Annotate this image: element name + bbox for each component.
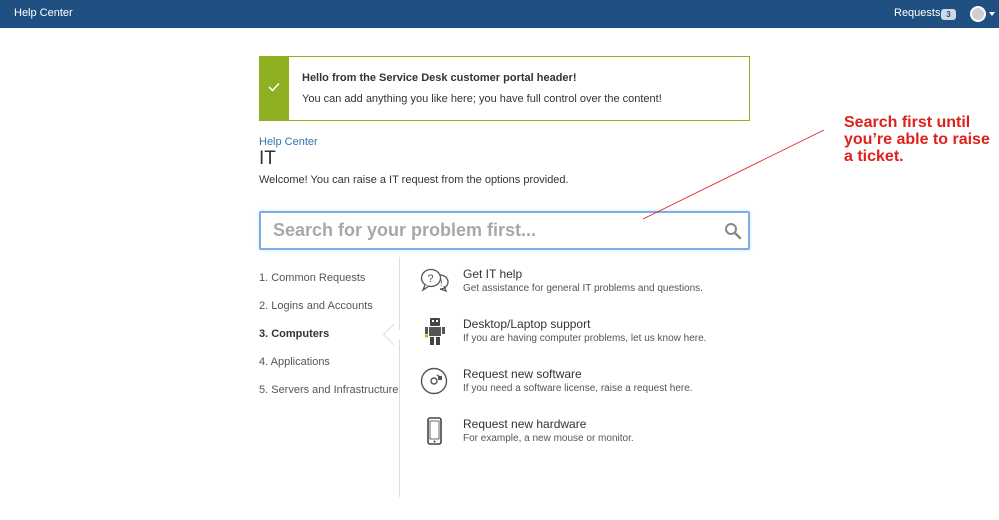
speech-bubbles-icon [420,267,450,293]
requests-link[interactable]: Requests [894,7,941,19]
chevron-down-icon[interactable] [989,12,995,16]
request-type-description: If you are having computer problems, let us know here. [463,333,707,344]
active-group-pointer [383,324,404,345]
robot-icon [420,317,450,347]
phone-icon [420,417,448,447]
request-type-desktop-laptop-support[interactable] [420,317,750,357]
svg-text:!: ! [440,278,443,288]
breadcrumb[interactable]: Help Center [259,136,318,148]
request-type-description: For example, a new mouse or monitor. [463,433,634,444]
search-box[interactable] [259,211,750,250]
banner-body: You can add anything you like here; you have full control over the content! [302,93,662,105]
checkmark-icon [268,82,280,92]
search-input[interactable] [261,213,701,248]
user-avatar[interactable] [970,6,986,22]
request-type-description: If you need a software license, raise a request here. [463,383,693,394]
requests-count-badge[interactable]: 3 [941,9,956,20]
request-type-request-new-software[interactable] [420,367,750,407]
request-type-name: Request new hardware [463,417,587,431]
banner-success-strip [260,57,289,120]
request-type-request-new-hardware[interactable] [420,417,750,457]
request-type-description: Get assistance for general IT problems and questions. [463,283,703,294]
top-navigation-bar [0,0,999,28]
welcome-message: Welcome! You can raise a IT request from the options provided. [259,174,569,186]
group-item-logins-and-accounts[interactable]: 2. Logins and Accounts [259,300,373,312]
group-item-applications[interactable]: 4. Applications [259,356,330,368]
request-type-name: Desktop/Laptop support [463,317,591,331]
page-title: IT [259,148,276,169]
search-icon[interactable] [724,222,742,240]
group-item-computers[interactable]: 3. Computers [259,328,330,340]
group-divider [399,257,400,497]
request-type-get-it-help[interactable] [420,267,750,307]
request-type-name: Request new software [463,367,582,381]
banner-title: Hello from the Service Desk customer portal header! [302,72,577,84]
disc-icon [420,367,448,395]
group-item-common-requests[interactable]: 1. Common Requests [259,272,366,284]
help-center-home-link[interactable]: Help Center [14,7,73,19]
svg-text:?: ? [427,273,434,285]
annotation-callout: Search first until you’re able to raise a ticket. [844,114,990,165]
request-type-name: Get IT help [463,267,523,281]
announcement-banner [259,56,750,121]
group-item-servers-and-infrastructure[interactable]: 5. Servers and Infrastructure [259,384,399,396]
